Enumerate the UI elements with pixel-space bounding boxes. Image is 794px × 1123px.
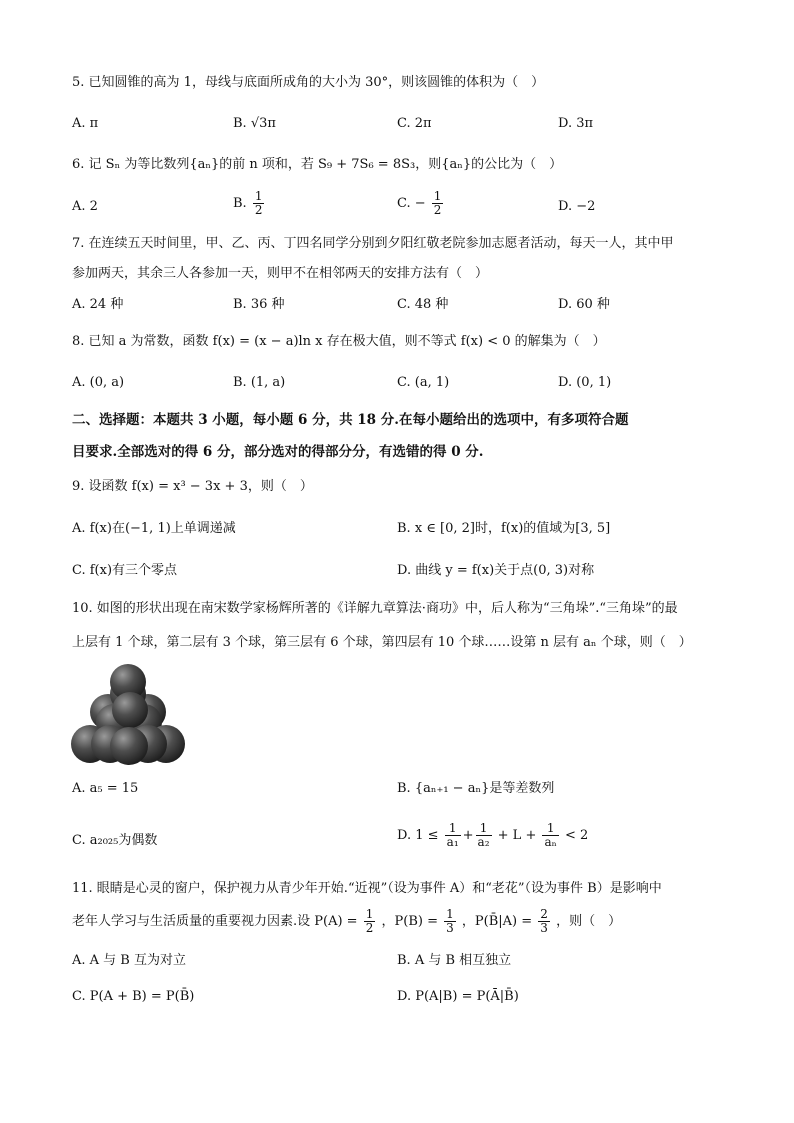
q10-stem-line1: 10. 如图的形状出现在南宋数学家杨辉所著的《详解九章算法·商功》中，后人称为“三角垛”.“三角垛”的最: [72, 601, 678, 616]
q10-option-d: D. 1 ≤ $\frac{1}{\text{a₁}}$ + $\frac{1}{\text{a₂}}$ + L + $\frac{1}{\text{aₙ}}$ < 2: [397, 821, 589, 849]
q7-stem-line2: 参加两天，其余三人各参加一天，则甲不在相邻两天的安排方法有（ ）: [72, 266, 489, 281]
q10-option-c: C. a₂₀₂₅为偶数: [72, 833, 158, 848]
q11-option-c: C. P(A + B) = P(B̄): [72, 989, 195, 1004]
section2-heading-line1: 二、选择题：本题共 3 小题，每小题 6 分，共 18 分.在每小题给出的选项中，有多项符合题: [72, 412, 629, 428]
section2-heading-line2: 目要求.全部选对的得 6 分，部分选对的得部分分，有选错的得 0 分.: [72, 444, 484, 460]
q11-pa-num: 1: [365, 907, 374, 921]
q7-stem-line1: 7. 在连续五天时间里，甲、乙、丙、丁四名同学分别到夕阳红敬老院参加志愿者活动，每天一人，其中甲: [72, 236, 674, 251]
sphere-pyramid-figure: [70, 664, 186, 766]
q6-option-a: A. 2: [72, 199, 98, 214]
q9-stem: 9. 设函数 f(x) = x³ − 3x + 3，则（ ）: [72, 479, 313, 494]
q10-option-b: B. {aₙ₊₁ − aₙ}是等差数列: [397, 781, 555, 796]
q10-d-f1-den: a₁: [446, 835, 459, 849]
q10-d-f3-den: aₙ: [544, 835, 557, 849]
q7-option-b: B. 36 种: [233, 297, 285, 312]
q6-stem: 6. 记 Sₙ 为等比数列{aₙ}的前 n 项和，若 S₉ + 7S₆ = 8S₃，则{aₙ}的公比为（ ）: [72, 157, 563, 172]
q6-option-b: [233, 190, 266, 217]
q10-d-f1-num: 1: [445, 822, 461, 836]
q11-pb-num: 1: [446, 907, 454, 921]
q11-pba-num: 2: [540, 907, 548, 921]
q11-pba-fraction: [538, 908, 550, 935]
sphere: [110, 727, 148, 765]
q5-stem: 5. 已知圆锥的高为 1，母线与底面所成角的大小为 30°，则该圆锥的体积为（ ）: [72, 75, 545, 90]
q11-line2-prefix: 老年人学习与生活质量的重要视力因素.设 P(A) =: [72, 914, 358, 929]
q10-d-prefix: D. 1 ≤: [397, 828, 439, 843]
q7-option-d: D. 60 种: [558, 297, 610, 312]
q10-d-f3-num: 1: [542, 822, 558, 836]
q10-d-f2-den: a₂: [477, 835, 490, 849]
q7-option-c: C. 48 种: [397, 297, 449, 312]
q6-option-c: [397, 190, 445, 217]
q9-option-c: C. f(x)有三个零点: [72, 563, 178, 578]
q5-option-d: D. 3π: [558, 116, 594, 131]
sphere: [112, 692, 148, 728]
q10-d-fraction-1: [445, 822, 461, 849]
q5-option-c: C. 2π: [397, 116, 432, 131]
q5-option-b: B. √3π: [233, 116, 276, 131]
q10-option-a: A. a₅ = 15: [72, 781, 139, 796]
q11-option-b: B. A 与 B 相互独立: [397, 953, 512, 968]
q11-option-d: D. P(A|B) = P(Ā|B̄): [397, 989, 519, 1004]
q6-option-b-fraction: [253, 190, 265, 217]
q6-option-d: D. −2: [558, 199, 596, 214]
q8-option-a: A. (0, a): [72, 375, 125, 390]
q6-option-c-fraction: [432, 190, 444, 217]
q7-option-a: A. 24 种: [72, 297, 124, 312]
q5-option-a: A. π: [72, 116, 99, 131]
q11-option-a: A. A 与 B 互为对立: [72, 953, 186, 968]
q6-b-denominator: 2: [254, 203, 263, 217]
q11-pb-fraction: [444, 908, 456, 935]
q6-option-c-label: C. −: [397, 196, 426, 211]
q11-line2-mid2: ，P(B̄|A) =: [461, 914, 533, 929]
q6-c-denominator: 2: [433, 203, 442, 217]
q11-stem-line2: [72, 908, 621, 935]
q8-stem: 8. 已知 a 为常数，函数 f(x) = (x − a)ln x 存在极大值，则不等式 f(x) < 0 的解集为（ ）: [72, 334, 606, 349]
q10-d-suffix: < 2: [564, 828, 589, 843]
q9-option-a: A. f(x)在(−1, 1)上单调递减: [72, 521, 236, 536]
q11-line2-mid1: ，P(B) =: [381, 914, 438, 929]
q6-option-b-label: B.: [233, 196, 247, 211]
q11-stem-line1: 11. 眼睛是心灵的窗户，保护视力从青少年开始.“近视”（设为事件 A）和“老花”（设为事件 B）是影响中: [72, 881, 662, 896]
q8-option-b: B. (1, a): [233, 375, 286, 390]
q9-option-d: D. 曲线 y = f(x)关于点(0, 3)对称: [397, 563, 595, 578]
q11-pba-den: 3: [540, 921, 548, 935]
q10-d-fraction-2: [476, 822, 492, 849]
q6-c-numerator: 1: [433, 189, 442, 203]
q11-pa-den: 2: [365, 921, 374, 935]
q10-d-fraction-3: [542, 822, 558, 849]
q10-d-middle: + L +: [497, 828, 537, 843]
q8-option-c: C. (a, 1): [397, 375, 450, 390]
q6-b-numerator: 1: [254, 189, 263, 203]
q10-stem-line2: 上层有 1 个球，第二层有 3 个球，第三层有 6 个球，第四层有 10 个球……设第 n 层有 aₙ 个球，则（ ）: [72, 635, 692, 650]
q10-d-f2-num: 1: [476, 822, 492, 836]
q11-pb-den: 3: [446, 921, 454, 935]
q11-line2-suffix: ，则（ ）: [556, 914, 622, 929]
q8-option-d: D. (0, 1): [558, 375, 612, 390]
q9-option-b: B. x ∈ [0, 2]时，f(x)的值域为[3, 5]: [397, 521, 611, 536]
q11-pa-fraction: [364, 908, 376, 935]
